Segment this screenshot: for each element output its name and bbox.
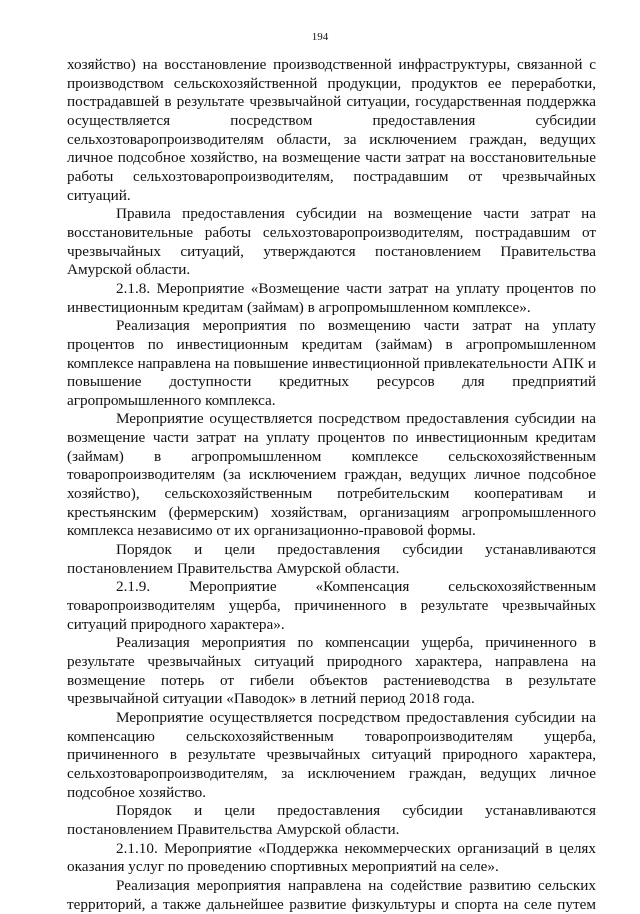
page-number: 194 — [311, 31, 329, 43]
paragraph: Мероприятие осуществляется посредством предоставления субсидии на компенсацию сельскохозяйственным товаропроизводителям ущерба, причиненного в результате чрезвычайных ситуаций природного характера, сельхозтоваропроизводителям, за исключением граждан, ведущих личное подсобное хозяйство. — [67, 708, 596, 801]
section-heading: 2.1.8. Мероприятие «Возмещение части затрат на уплату процентов по инвестиционным кредитам (займам) в агропромышленном комплексе». — [67, 279, 596, 316]
section-heading: 2.1.9. Мероприятие «Компенсация сельскохозяйственным товаропроизводителям ущерба, причиненного в результате чрезвычайных ситуаций природного характера». — [67, 578, 596, 633]
paragraph: Порядок и цели предоставления субсидии устанавливаются постановлением Правительства Амурской области. — [67, 541, 596, 577]
paragraph: Реализация мероприятия по возмещению части затрат на уплату процентов по инвестиционным кредитам (займам) в агропромышленном комплексе направлена на повышение инвестиционной привлекательности АПК и повышение доступности кредитных ресурсов для предприятий агропромышленного комплекса. — [67, 317, 596, 409]
paragraph: хозяйство) на восстановление производственной инфраструктуры, связанной с производством сельскохозяйственной продукции, продуктов ее переработки, пострадавшей в результате чрезвычайной ситуации, государственная поддержка осуществляется посредством предоставления субсидии сельхозтоваропроизводителям области, за исключением граждан, ведущих личное подсобное хозяйство, на возмещение части затрат на восстановительные работы сельхозтоваропроизводителям, пострадавшим от чрезвычайных ситуаций. — [67, 56, 596, 204]
document-body — [67, 56, 596, 914]
paragraph: Реализация мероприятия по компенсации ущерба, причиненного в результате чрезвычайных ситуаций природного характера, направлена на возмещение потерь от гибели объектов растениеводства в результате чрезвычайной ситуации «Паводок» в летний период 2018 года. — [67, 634, 596, 708]
paragraph: Правила предоставления субсидии на возмещение части затрат на восстановительные работы сельхозтоваропроизводителям, пострадавшим от чрезвычайных ситуаций, утверждаются постановлением Правительства Амурской области. — [67, 205, 596, 279]
paragraph: Мероприятие осуществляется посредством предоставления субсидии на возмещение части затрат на уплату процентов по инвестиционным кредитам (займам) в агропромышленном комплексе сельскохозяйственным товаропроизводителям (за исключением граждан, ведущих личное подсобное хозяйство), сельскохозяйственным потребительским кооперативам и крестьянским (фермерским) хозяйствам, организациям агропромышленного комплекса независимо от их организационно-правовой формы. — [67, 410, 596, 540]
paragraph: Реализация мероприятия направлена на содействие развитию сельских территорий, а также дальнейшее развитие физкультуры и спорта на селе путем — [67, 876, 596, 913]
section-heading: 2.1.10. Мероприятие «Поддержка некоммерческих организаций в целях оказания услуг по проведению спортивных мероприятий на селе». — [67, 839, 596, 876]
paragraph: Порядок и цели предоставления субсидии устанавливаются постановлением Правительства Амурской области. — [67, 802, 596, 838]
